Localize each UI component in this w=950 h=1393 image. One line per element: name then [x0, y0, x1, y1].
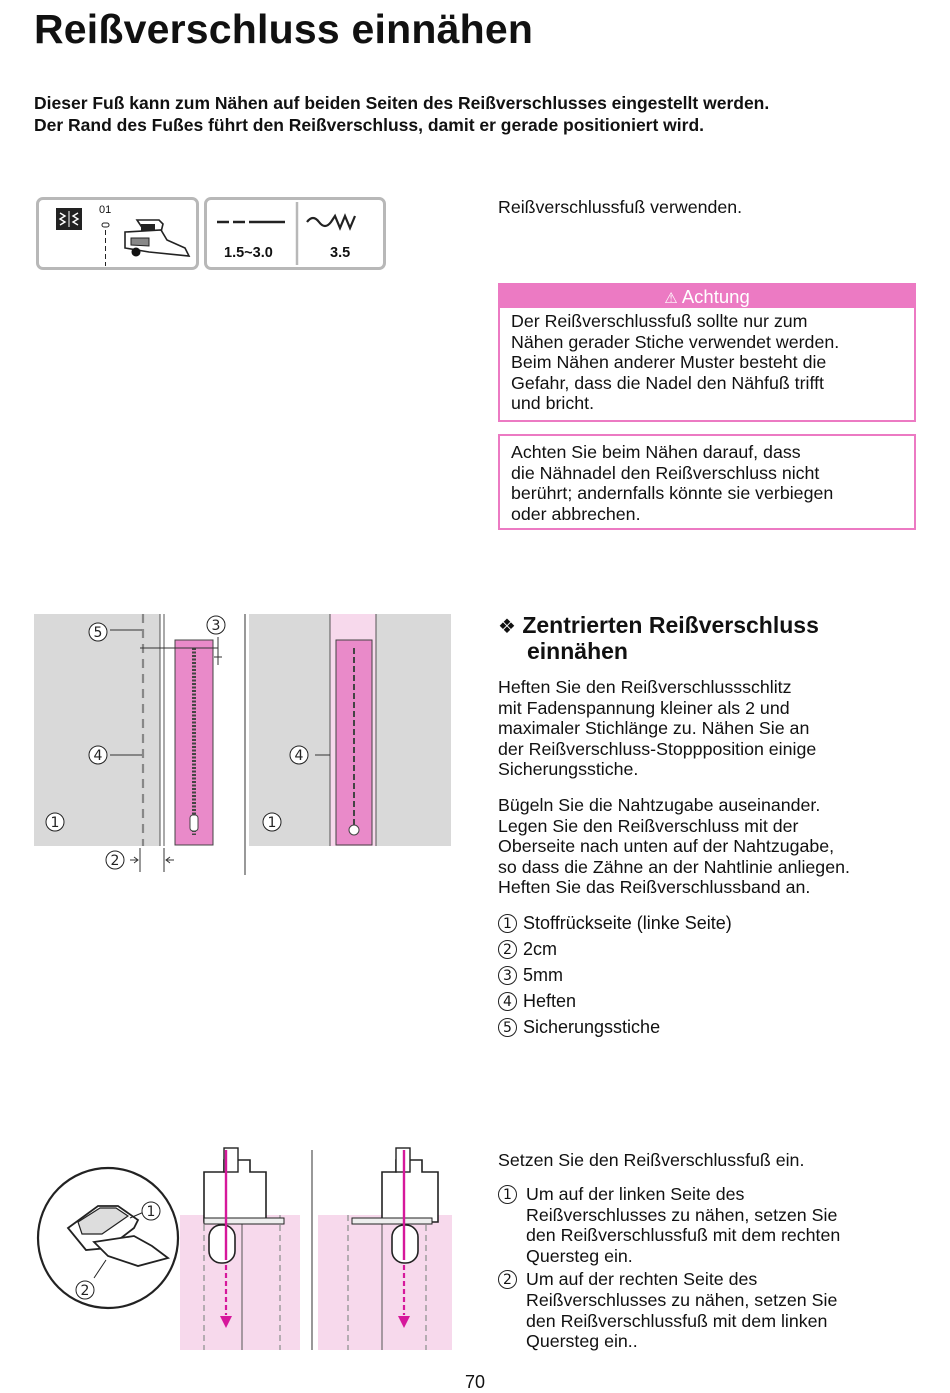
step-line: den Reißverschlussfuß mit dem linken [526, 1310, 828, 1331]
label-basting: 4 [93, 748, 103, 764]
legend-text: 2cm [523, 938, 558, 959]
step-item [498, 1184, 918, 1266]
step-line: Quersteg ein.. [526, 1331, 638, 1352]
legend-text: Sicherungsstiche [523, 1016, 661, 1037]
caution-line: Der Reißverschlussfuß sollte nur zum [511, 311, 808, 331]
step-line: Um auf der rechten Seite des [526, 1269, 758, 1290]
warning-icon: ⚠ [664, 289, 678, 307]
step-number: 2 [498, 1270, 517, 1289]
note-line: die Nähnadel den Reißverschluss nicht [511, 462, 820, 483]
intro-text [34, 92, 924, 136]
intro-line: Dieser Fuß kann zum Nähen auf beiden Seiten des Reißverschlusses eingestellt werden. [34, 93, 770, 113]
step-line: den Reißverschlussfuß mit dem rechten [526, 1225, 841, 1246]
legend-item [498, 936, 732, 962]
intro-line: Der Rand des Fußes führt den Reißverschluss, damit er gerade positioniert wird. [34, 115, 705, 135]
legend-item [498, 962, 732, 988]
diagram-legend [498, 910, 732, 1040]
pattern-settings-box [36, 197, 199, 270]
zipper-basting-diagram [30, 610, 455, 880]
attach-foot-text: Setzen Sie den Reißverschlussfuß ein. [498, 1150, 805, 1170]
label-fabric-right: 1 [267, 815, 277, 831]
diamond-bullet-icon: ❖ [498, 614, 516, 638]
step-line: Quersteg ein. [526, 1245, 633, 1266]
text-line: mit Fadenspannung kleiner als 2 und [498, 697, 790, 718]
zipper-foot-diagram [34, 1140, 454, 1355]
label-fabric: 1 [50, 815, 60, 831]
legend-item [498, 1014, 732, 1040]
legend-item [498, 910, 732, 936]
note-line: Achten Sie beim Nähen darauf, dass [511, 442, 801, 462]
text-line: Legen Sie den Reißverschluss mit der [498, 815, 799, 836]
text-line: Heften Sie das Reißverschlussband an. [498, 877, 811, 898]
step-line: Reißverschlusses zu nähen, setzen Sie [526, 1289, 838, 1310]
callout-left-bar: 2 [80, 1283, 90, 1299]
caution-box [498, 283, 916, 422]
callout-right-bar: 1 [146, 1204, 156, 1220]
step-line: Um auf der linken Seite des [526, 1184, 745, 1204]
caution-line: und bricht. [511, 393, 595, 414]
stitch-length-value: 1.5~3.0 [224, 245, 273, 261]
stitch-width-value: 3.5 [330, 245, 351, 261]
page-title: Reißverschluss einnähen [34, 6, 534, 52]
label-offset: 3 [211, 618, 221, 634]
text-line: der Reißverschluss-Stoppposition einige [498, 738, 817, 759]
legend-text: 5mm [523, 964, 563, 985]
label-seam-allowance: 2 [110, 853, 120, 869]
text-line: Bügeln Sie die Nahtzugabe auseinander. [498, 795, 821, 815]
legend-text: Heften [523, 990, 577, 1011]
stitch-width-icon [307, 216, 355, 228]
note-box [498, 434, 916, 530]
caution-line: Gefahr, dass die Nadel den Nähfuß trifft [511, 372, 824, 393]
section-heading [498, 613, 819, 664]
legend-number: 5 [498, 1018, 517, 1037]
zipper-placement-instructions [498, 795, 928, 898]
section-heading-line: einnähen [527, 638, 628, 664]
step-item [498, 1269, 918, 1351]
legend-number: 1 [498, 914, 517, 933]
legend-number: 2 [498, 940, 517, 959]
step-line: Reißverschlusses zu nähen, setzen Sie [526, 1204, 838, 1225]
step-number: 1 [498, 1185, 517, 1204]
text-line: so dass die Zähne an der Nahtlinie anliegen. [498, 856, 850, 877]
note-line: berührt; andernfalls könnte sie verbiegen [511, 483, 834, 504]
caution-text [500, 308, 914, 414]
section-heading-line: Zentrierten Reißverschluss [522, 612, 819, 638]
text-line: Heften Sie den Reißverschlussschlitz [498, 677, 792, 697]
label-basting-right: 4 [294, 748, 304, 764]
caution-title: Achtung [681, 286, 750, 307]
pattern-foot-icon [39, 200, 196, 267]
text-line: Oberseite nach unten auf der Nahtzugabe, [498, 836, 835, 857]
stitch-settings-box [204, 197, 386, 270]
label-backstitch: 5 [93, 625, 103, 641]
use-foot-text: Reißverschlussfuß verwenden. [498, 197, 743, 217]
text-line: maximaler Stichlänge zu. Nähen Sie an [498, 718, 810, 739]
page-number: 70 [464, 1372, 486, 1392]
legend-item [498, 988, 732, 1014]
legend-number: 3 [498, 966, 517, 985]
caution-header [500, 285, 914, 308]
text-line: Sicherungsstiche. [498, 759, 639, 780]
legend-number: 4 [498, 992, 517, 1011]
foot-steps [498, 1184, 918, 1352]
caution-line: Beim Nähen anderer Muster besteht die [511, 352, 827, 373]
caution-line: Nähen gerader Stiche verwendet werden. [511, 331, 840, 352]
pattern-number: 01 [99, 204, 112, 216]
basting-instructions [498, 677, 918, 780]
legend-text: Stoffrückseite (linke Seite) [523, 912, 732, 933]
note-line: oder abbrechen. [511, 503, 641, 524]
